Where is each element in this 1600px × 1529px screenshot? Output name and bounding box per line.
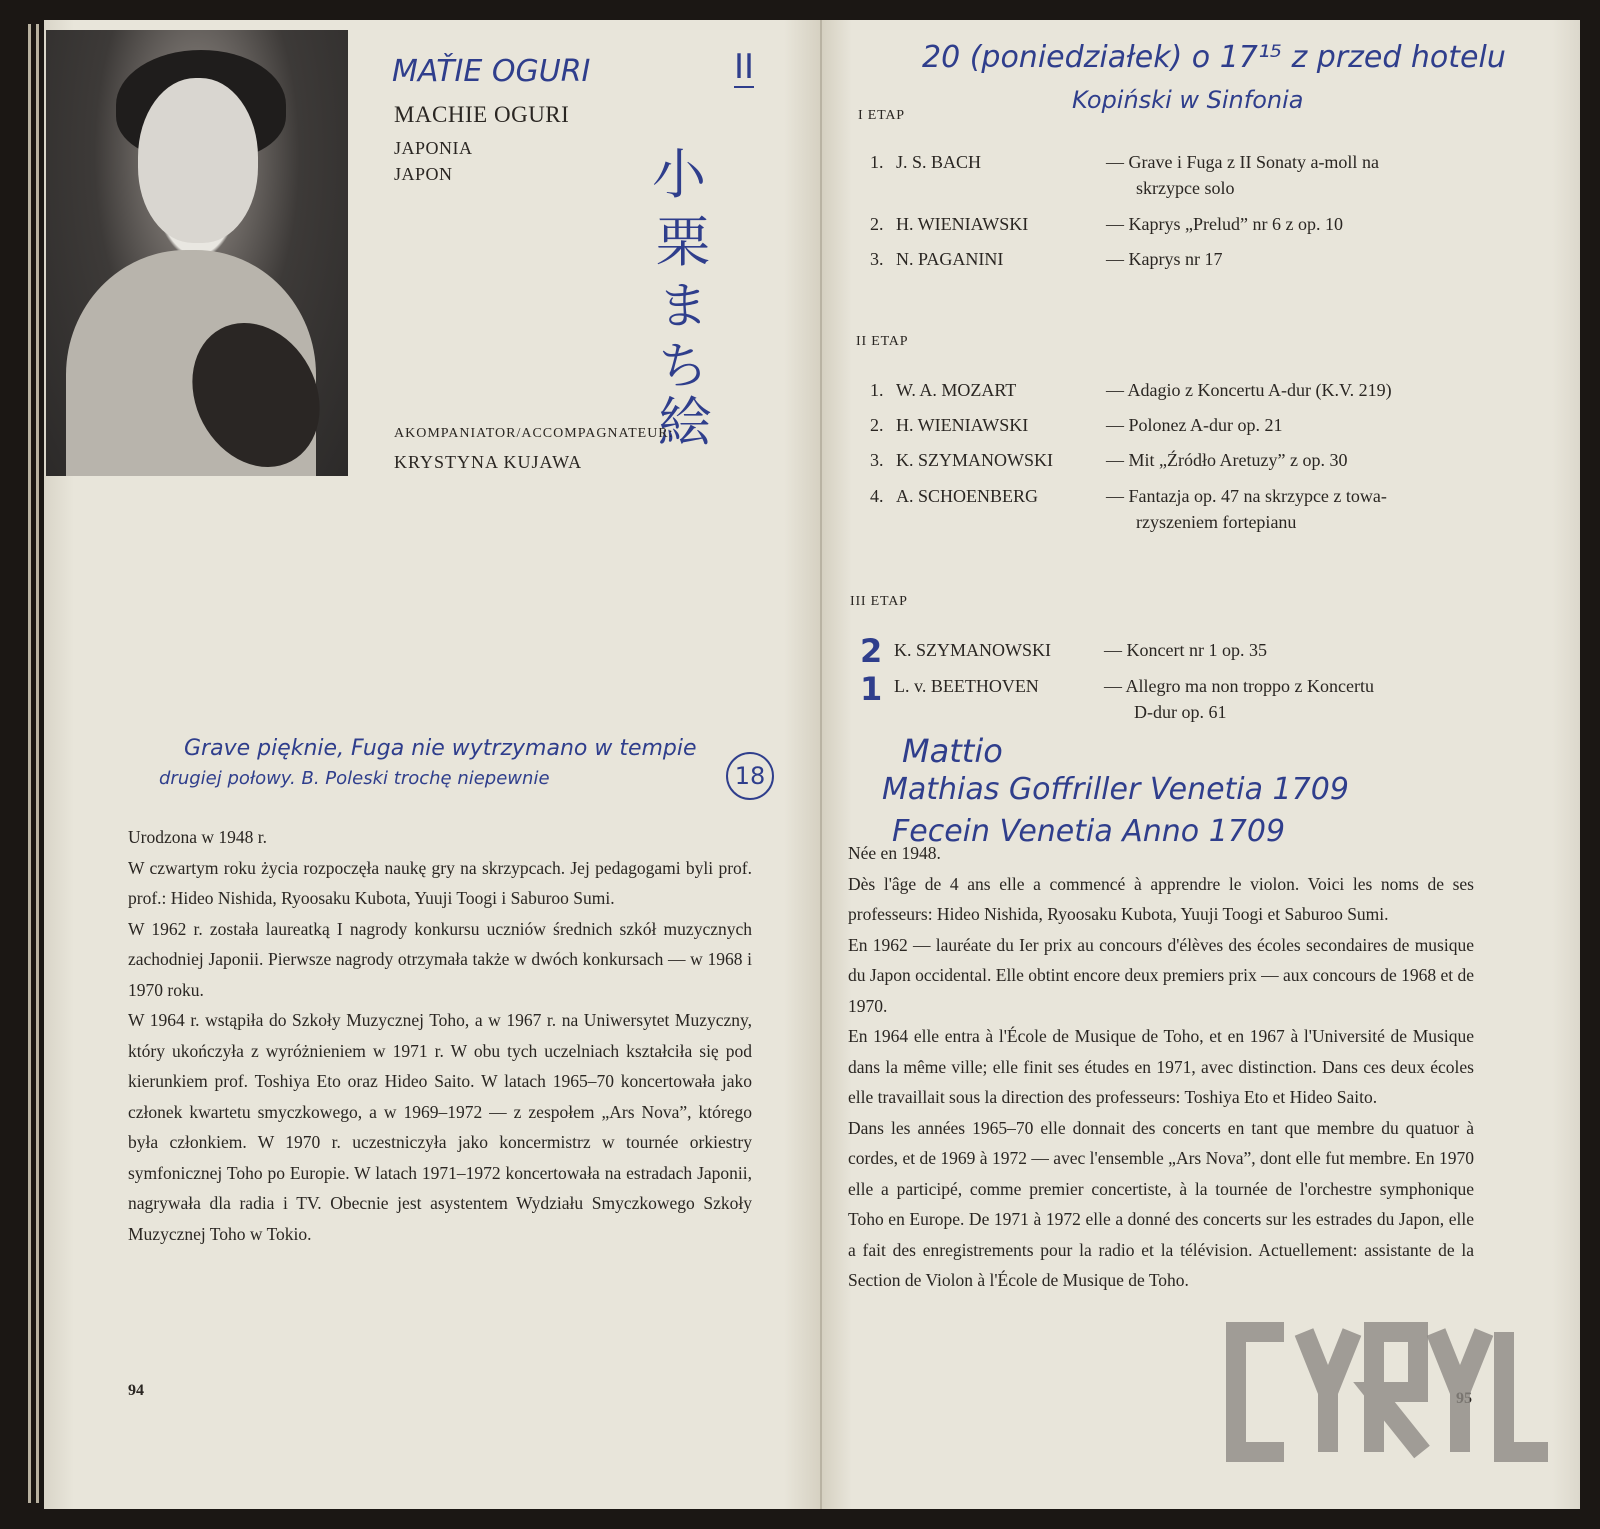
- book-spread: [14, 14, 1588, 1517]
- work: — Kaprys nr 17: [1106, 249, 1223, 269]
- bio-paragraph: Dès l'âge de 4 ans elle a commencé à apprendre le violon. Voici les noms de ses professeurs: Hideo Nishida, Ryoosaku Kubota, Yuuji Toogi et Saburoo Sumi.: [848, 873, 1474, 924]
- handwritten-circled-score: 18: [726, 752, 774, 800]
- handwritten-violin-note-line-1: Mattio: [902, 732, 1003, 770]
- bio-paragraph: W 1964 r. wstąpiła do Szkoły Muzycznej Toho, a w 1967 r. na Uniwersytet Muzyczny, który ukończyła z wyróżnieniem w 1971 r. W obu tych uczelniach kształciła się pod kierunkiem prof. Toshiya Eto oraz Hideo Saito. W latach 1965–70 koncertowała jako członek kwartetu smyczkowego, a w 1969–1972 — z zespołem „Ars Nova”, którego była członkiem. W 1970 r. uczestniczyła jako koncermistrz w tournée orkiestry symfonicznej Toho po Europie. W latach 1971–1972 koncertowała na estradach Japonii, nagrywała dla radia i TV. Obecnie jest asystentem Wydziału Smyczkowego Szkoły Muzycznej Toho w Tokio.: [128, 1010, 752, 1244]
- work: rzyszeniem fortepianu: [1136, 512, 1297, 532]
- work: — Grave i Fuga z II Sonaty a-moll na: [1106, 152, 1379, 172]
- right-page: 20 (poniedziałek) o 17¹⁵ z przed hotelu Kopiński w Sinfonia I ETAP 1. J. S. BACH — Grave i Fuga z II Sonaty a-moll na skrzypce solo 2. H. WIENIAWSKI — Kaprys „Prelud” nr 6 z op. 10 3. N. PAGANINI — Kaprys nr 17 II ETAP 1. W. A. MOZART — Adagio z Koncertu A-dur (K.V. 219) 2. H. WIENIAWSKI — Polonez A-dur op. 21 3. K. SZYMANOWSKI — Mit „Źródło Aretuzy” z op. 30 4. A. SCHOENBERG — Fantazja op. 47 na skrzypce z towa- rzyszeniem fortepianu III ETAP 2 1 K. SZYMANOWSKI — Koncert nr 1 op. 35 L. v. BEETHOVEN — Allegro ma non troppo z Koncertu D-dur op. 61 Mattio Mathias Goffriller Venetia 1709 Fecein Venetia Anno 1709 Née en 1948. Dès l'âge de 4 ans elle a commencé à apprendre le violon. Voici les noms de ses professeurs: Hideo Nishida, Ryoosaku Kubota, Yuuji Toogi et Saburoo Sumi. En 1962 — lauréate du Ier prix au concours d'élèves des écoles secondaires de musique du Japon occidental. Elle obtint encore deux premiers prix — aux concours de 1968 et de 1970. En 1964 elle entra à l'École de Musique de Toho, et en 1967 à l'Université de Musique dans la même ville; elle finit ses études en 1971, avec distinction. Dans ces deux écoles elle travaillait sous la direction des professeurs: Toshiya Eto et Hideo Saito. Dans les années 1965–70 elle donnait des concerts en tant que membre du quatuor à cordes, et de 1969 à 1972 — avec l'ensemble „Ars Nova”, dont elle fut membre. En 1970 elle a participé, comme premier concertiste, à la tournée de l'orchestre symphonique Toho en Europe. De 1971 à 1972 elle a donné des concerts sur les estrades du Japon, elle a fait des enregistrements pour la radio et la télévision. Actuellement: assistante de la Section de Violon à l'École de Musique de Toho. 95: [822, 20, 1580, 1509]
- work: — Adagio z Koncertu A-dur (K.V. 219): [1106, 380, 1392, 400]
- accompanist-name: KRYSTYNA KUJAWA: [394, 452, 583, 472]
- cyryl-watermark-logo: [1226, 1322, 1556, 1462]
- work: skrzypce solo: [1136, 178, 1235, 198]
- work: — Polonez A-dur op. 21: [1106, 415, 1283, 435]
- handwritten-violin-note-line-3: Fecein Venetia Anno 1709: [892, 814, 1286, 849]
- composer: K. SZYMANOWSKI: [894, 640, 1051, 660]
- stage-title: II ETAP: [856, 334, 909, 349]
- page-number-left: 94: [128, 1382, 144, 1399]
- work: — Kaprys „Prelud” nr 6 z op. 10: [1106, 214, 1343, 234]
- work: D-dur op. 61: [1134, 702, 1227, 722]
- bio-paragraph: Urodzona w 1948 r.: [128, 827, 268, 847]
- bio-paragraph: W czwartym roku życia rozpoczęła naukę gry na skrzypcach. Jej pedagogami byli prof. prof.: Hideo Nishida, Ryoosaku Kubota, Yuuji Toogi i Saburoo Sumi.: [128, 857, 752, 908]
- composer: H. WIENIAWSKI: [896, 214, 1029, 234]
- handwritten-note-line-1: Grave pięknie, Fuga nie wytrzymano w tempie: [184, 736, 697, 761]
- stage-title: I ETAP: [858, 108, 905, 123]
- page-stack-edge: [36, 24, 39, 1503]
- portrait-photo: [46, 30, 348, 476]
- composer: N. PAGANINI: [896, 249, 1004, 269]
- page-number-right: 95: [1456, 1390, 1472, 1407]
- bio-paragraph: En 1964 elle entra à l'École de Musique de Toho, et en 1967 à l'Université de Musique dans la même ville; elle finit ses études en 1971, avec distinction. Dans ces deux écoles elle travaillait sous la direction des professeurs: Toshiya Eto et Hideo Saito.: [848, 1026, 1474, 1107]
- left-page: MAŤIE OGURI MACHIE OGURI JAPONIA JAPON II 小 栗 ま ち 絵 AKOMPANIATOR/ACCOMPAGNATEUR: KRYSTYNA KUJAWA Grave pięknie, Fuga nie wytrzymano w tempie drugiej połowy. B. Poleski trochę niepewnie 18 Urodzona w 1948 r. W czwartym roku życia rozpoczęła naukę gry na skrzypcach. Jej pedagogami byli prof. prof.: Hideo Nishida, Ryoosaku Kubota, Yuuji Toogi i Saburoo Sumi. W 1962 r. została laureatką I nagrody konkursu uczniów średnich szkół muzycznych zachodniej Japonii. Pierwsze nagrody otrzymała także w dwóch konkursach — w 1968 i 1970 roku. W 1964 r. wstąpiła do Szkoły Muzycznej Toho, a w 1967 r. na Uniwersytet Muzyczny, który ukończyła z wyróżnieniem w 1971 r. W obu tych uczelniach kształciła się pod kierunkiem prof. Toshiya Eto oraz Hideo Saito. W latach 1965–70 koncertowała jako członek kwartetu smyczkowego, a w 1969–1972 — z zespołem „Ars Nova”, którego była członkiem. W 1970 r. uczestniczyła jako koncermistrz w tournée orkiestry symfonicznej Toho po Europie. W latach 1971–1972 koncertowała na estradach Japonii, nagrywała dla radia i TV. Obecnie jest asystentem Wydziału Smyczkowego Szkoły Muzycznej Toho w Tokio. 94: [44, 20, 822, 1509]
- stage-title: III ETAP: [850, 594, 908, 609]
- bio-paragraph: En 1962 — lauréate du Ier prix au concours d'élèves des écoles secondaires de musique du Japon occidental. Elle obtint encore deux premiers prix — aux concours de 1968 et de 1970.: [848, 934, 1474, 1016]
- composer: A. SCHOENBERG: [896, 486, 1039, 506]
- handwritten-order-number: 1: [860, 670, 883, 708]
- handwritten-order-number: 2: [860, 632, 883, 670]
- composer: W. A. MOZART: [896, 380, 1017, 400]
- handwritten-top-note-line-1: 20 (poniedziałek) o 17¹⁵ z przed hotelu: [922, 40, 1506, 75]
- work: — Koncert nr 1 op. 35: [1104, 640, 1267, 660]
- work: — Mit „Źródło Aretuzy” z op. 30: [1106, 450, 1348, 470]
- handwritten-roman-numeral: II: [734, 47, 755, 87]
- handwritten-violin-note-line-2: Mathias Goffriller Venetia 1709: [882, 772, 1349, 807]
- composer: L. v. BEETHOVEN: [894, 676, 1039, 696]
- composer: K. SZYMANOWSKI: [896, 450, 1053, 470]
- page-stack-edge: [28, 24, 31, 1503]
- bio-paragraph: Dans les années 1965–70 elle donnait des concerts en tant que membre du quatuor à cordes, et de 1969 à 1972 — avec l'ensemble „Ars Nova”, dont elle fut membre. En 1970 elle a participé, comme premier concertiste, à la tournée de l'orchestre symphonique Toho en Europe. De 1971 à 1972 elle a donné des concerts sur les estrades du Japon, elle a fait des enregistrements pour la radio et la télévision. Actuellement: assistante de la Section de Violon à l'École de Musique de Toho.: [848, 1117, 1474, 1290]
- bio-french: [848, 838, 1474, 1296]
- work: — Allegro ma non troppo z Koncertu: [1104, 676, 1374, 696]
- handwritten-name: MAŤIE OGURI: [392, 54, 591, 89]
- handwritten-top-note-line-2: Kopiński w Sinfonia: [1072, 86, 1304, 114]
- bio-paragraph: Née en 1948.: [848, 843, 941, 863]
- accompanist-label: AKOMPANIATOR/ACCOMPAGNATEUR:: [394, 426, 674, 441]
- bio-paragraph: W 1962 r. została laureatką I nagrody konkursu uczniów średnich szkół muzycznych zachodniej Japonii. Pierwsze nagrody otrzymała także w dwóch konkursach — w 1968 i 1970 roku.: [128, 918, 752, 1000]
- work: — Fantazja op. 47 na skrzypce z towa-: [1106, 486, 1387, 506]
- composer: H. WIENIAWSKI: [896, 415, 1029, 435]
- handwritten-note-line-2: drugiej połowy. B. Poleski trochę niepewnie: [159, 768, 550, 789]
- country-polish: JAPONIA: [394, 138, 473, 158]
- bio-polish: [128, 822, 752, 1249]
- composer: J. S. BACH: [896, 152, 982, 172]
- performer-name: MACHIE OGURI: [394, 102, 570, 127]
- country-french: JAPON: [394, 164, 453, 184]
